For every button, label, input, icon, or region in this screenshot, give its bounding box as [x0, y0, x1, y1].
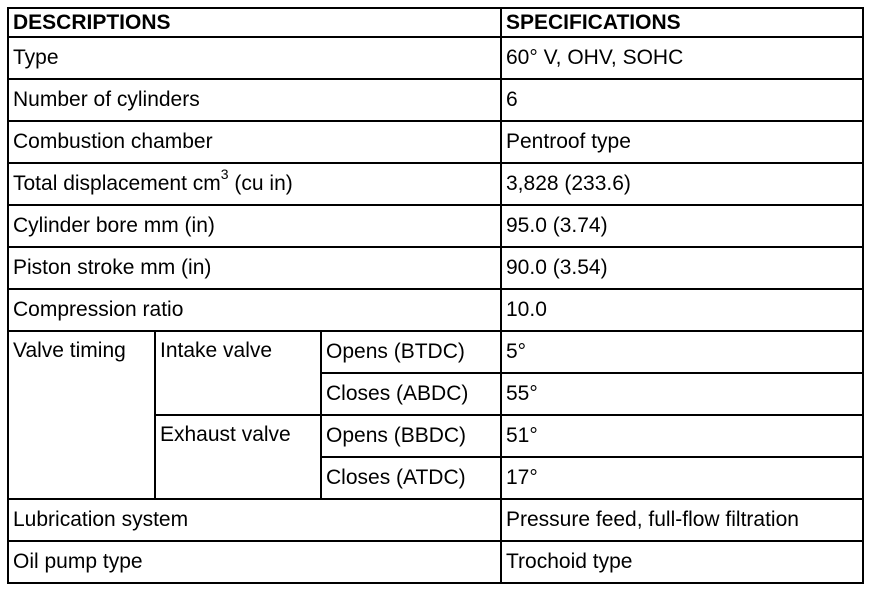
- cylinders-value: 6: [501, 79, 863, 121]
- compression-value: 10.0: [501, 289, 863, 331]
- intake-closes-value: 55°: [501, 373, 863, 415]
- displacement-label: [8, 163, 501, 205]
- intake-valve-label: Intake valve: [155, 331, 321, 415]
- header-row: [8, 8, 863, 37]
- exhaust-closes-label: Closes (ATDC): [321, 457, 501, 499]
- displacement-label-text: Total displacement cm: [13, 172, 221, 195]
- combustion-label: Combustion chamber: [8, 121, 501, 163]
- intake-closes-label: Closes (ABDC): [321, 373, 501, 415]
- intake-opens-value: 5°: [501, 331, 863, 373]
- exhaust-opens-value: 51°: [501, 415, 863, 457]
- oil-pump-value: Trochoid type: [501, 541, 863, 583]
- descriptions-header: DESCRIPTIONS: [8, 8, 501, 37]
- combustion-value: Pentroof type: [501, 121, 863, 163]
- displacement-value: 3,828 (233.6): [501, 163, 863, 205]
- specifications-header: SPECIFICATIONS: [501, 8, 863, 37]
- bore-label: Cylinder bore mm (in): [8, 205, 501, 247]
- stroke-label: Piston stroke mm (in): [8, 247, 501, 289]
- table-row: [8, 37, 863, 79]
- type-value: 60° V, OHV, SOHC: [501, 37, 863, 79]
- table-row: [8, 163, 863, 205]
- stroke-value: 90.0 (3.54): [501, 247, 863, 289]
- displacement-label-superscript: 3: [220, 166, 229, 182]
- table-row: [8, 541, 863, 583]
- engine-spec-table: [7, 7, 864, 584]
- exhaust-closes-value: 17°: [501, 457, 863, 499]
- table-row: [8, 247, 863, 289]
- valve-timing-label: Valve timing: [8, 331, 155, 499]
- compression-label: Compression ratio: [8, 289, 501, 331]
- table-row: [8, 331, 863, 373]
- exhaust-valve-label: Exhaust valve: [155, 415, 321, 499]
- exhaust-opens-label: Opens (BBDC): [321, 415, 501, 457]
- table-row: [8, 289, 863, 331]
- table-row: [8, 79, 863, 121]
- table-row: [8, 205, 863, 247]
- lubrication-value: Pressure feed, full-flow filtration: [501, 499, 863, 541]
- table-row: [8, 499, 863, 541]
- oil-pump-label: Oil pump type: [8, 541, 501, 583]
- bore-value: 95.0 (3.74): [501, 205, 863, 247]
- type-label: Type: [8, 37, 501, 79]
- table-row: [8, 121, 863, 163]
- intake-opens-label: Opens (BTDC): [321, 331, 501, 373]
- cylinders-label: Number of cylinders: [8, 79, 501, 121]
- displacement-label-unit: (cu in): [228, 172, 293, 195]
- lubrication-label: Lubrication system: [8, 499, 501, 541]
